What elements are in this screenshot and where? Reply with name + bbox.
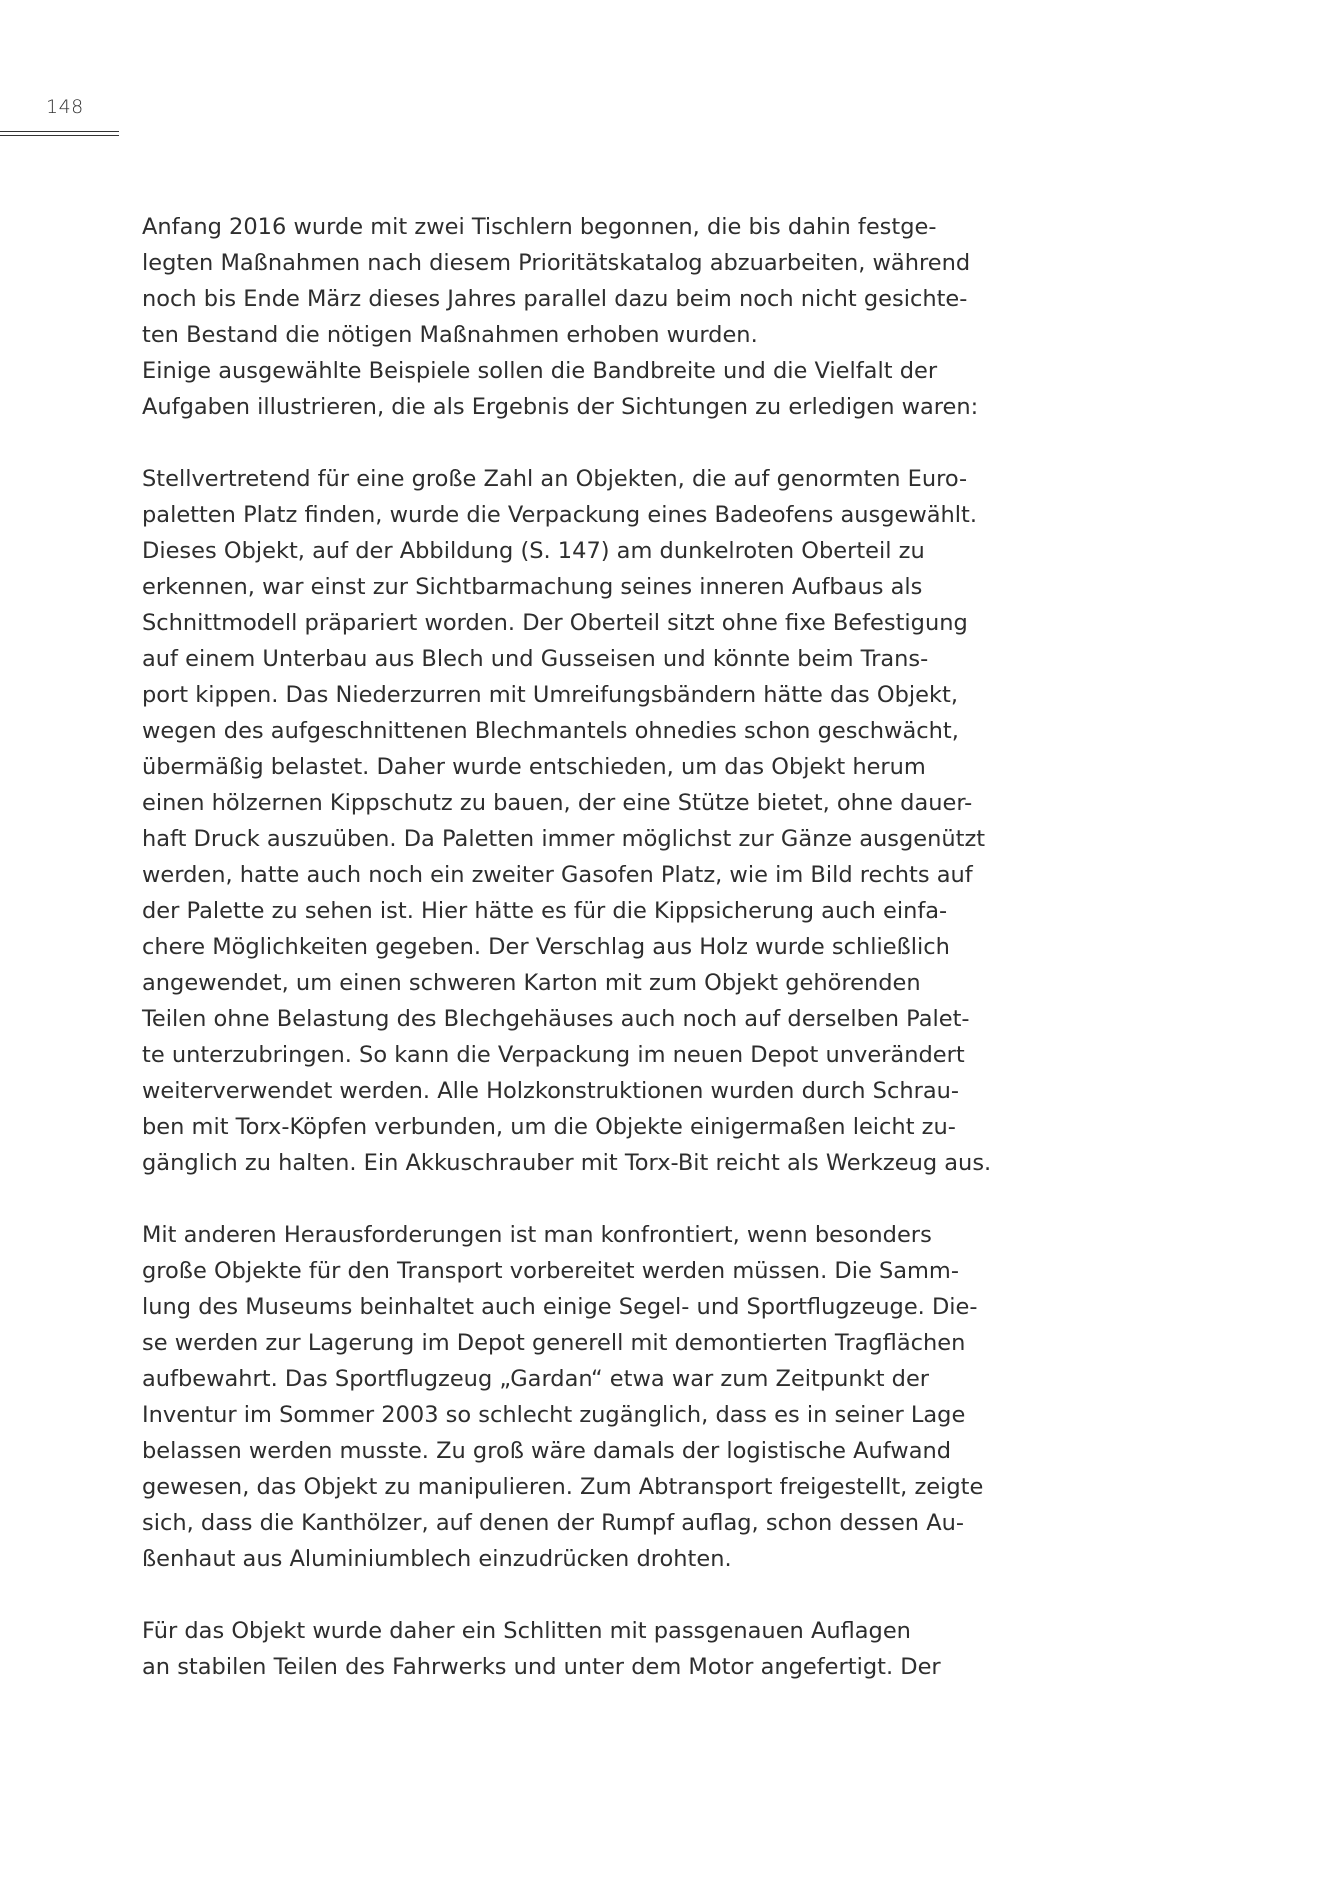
text-line: erkennen, war einst zur Sichtbarmachung seines inneren Aufbaus als [142,574,923,600]
text-line: Inventur im Sommer 2003 so schlecht zugänglich, dass es in seiner Lage [142,1402,966,1428]
text-line: Teilen ohne Belastung des Blechgehäuses auch noch auf derselben Palet- [142,1006,970,1032]
text-line: ßenhaut aus Aluminiumblech einzudrücken drohten. [142,1546,732,1572]
text-line: wegen des aufgeschnittenen Blechmantels ohnedies schon geschwächt, [142,718,959,744]
text-line: auf einem Unterbau aus Blech und Gusseisen und könnte beim Trans- [142,646,929,672]
text-line: ben mit Torx-Köpfen verbunden, um die Objekte einigermaßen leicht zu- [142,1114,956,1140]
text-line: legten Maßnahmen nach diesem Prioritätskatalog abzuarbeiten, während [142,250,971,276]
text-line: aufbewahrt. Das Sportflugzeug „Gardan“ etwa war zum Zeitpunkt der [142,1366,930,1392]
text-line: Anfang 2016 wurde mit zwei Tischlern begonnen, die bis dahin festge- [142,214,937,240]
text-line: port kippen. Das Niederzurren mit Umreifungsbändern hätte das Objekt, [142,682,959,708]
text-line: gewesen, das Objekt zu manipulieren. Zum Abtransport freigestellt, zeigte [142,1474,984,1500]
text-line: große Objekte für den Transport vorbereitet werden müssen. Die Samm- [142,1258,959,1284]
text-line: chere Möglichkeiten gegeben. Der Verschlag aus Holz wurde schließlich [142,934,950,960]
page-number: 148 [46,96,84,118]
paragraph-gap [142,1577,1142,1613]
text-line: belassen werden musste. Zu groß wäre damals der logistische Aufwand [142,1438,952,1464]
text-line: werden, hatte auch noch ein zweiter Gasofen Platz, wie im Bild rechts auf [142,862,973,888]
text-line: haft Druck auszuüben. Da Paletten immer möglichst zur Gänze ausgenützt [142,826,986,852]
text-line: te unterzubringen. So kann die Verpackung im neuen Depot unverändert [142,1042,965,1068]
text-line: lung des Museums beinhaltet auch einige Segel- und Sportflugzeuge. Die- [142,1294,978,1320]
text-line: an stabilen Teilen des Fahrwerks und unter dem Motor angefertigt. Der [142,1654,941,1680]
text-line: Stellvertretend für eine große Zahl an Objekten, die auf genormten Euro- [142,466,968,492]
text-line: ten Bestand die nötigen Maßnahmen erhoben wurden. [142,322,758,348]
text-line: Mit anderen Herausforderungen ist man konfrontiert, wenn besonders [142,1222,932,1248]
text-line: Schnittmodell präpariert worden. Der Oberteil sitzt ohne fixe Befestigung [142,610,968,636]
text-line: Dieses Objekt, auf der Abbildung (S. 147) am dunkelroten Oberteil zu [142,538,925,564]
paragraph [142,1217,1142,1577]
text-line: Für das Objekt wurde daher ein Schlitten mit passgenauen Auflagen [142,1618,911,1644]
header-rule [0,131,119,132]
header-rule-secondary [0,135,119,136]
text-line: übermäßig belastet. Daher wurde entschieden, um das Objekt herum [142,754,926,780]
text-line: weiterverwendet werden. Alle Holzkonstruktionen wurden durch Schrau- [142,1078,960,1104]
text-line: sich, dass die Kanthölzer, auf denen der Rumpf auflag, schon dessen Au- [142,1510,964,1536]
paragraph [142,1613,1142,1685]
text-line: se werden zur Lagerung im Depot generell mit demontierten Tragflächen [142,1330,966,1356]
paragraph [142,209,1142,425]
body-text [142,209,1142,1685]
text-line: noch bis Ende März dieses Jahres parallel dazu beim noch nicht gesichte- [142,286,968,312]
text-line: gänglich zu halten. Ein Akkuschrauber mit Torx-Bit reicht als Werkzeug aus. [142,1150,992,1176]
text-line: der Palette zu sehen ist. Hier hätte es für die Kippsicherung auch einfa- [142,898,948,924]
text-line: Aufgaben illustrieren, die als Ergebnis der Sichtungen zu erledigen waren: [142,394,979,420]
text-line: Einige ausgewählte Beispiele sollen die Bandbreite und die Vielfalt der [142,358,938,384]
paragraph-gap [142,1181,1142,1217]
paragraph [142,461,1142,1181]
text-line: angewendet, um einen schweren Karton mit zum Objekt gehörenden [142,970,921,996]
paragraph-gap [142,425,1142,461]
text-line: paletten Platz finden, wurde die Verpackung eines Badeofens ausgewählt. [142,502,978,528]
text-line: einen hölzernen Kippschutz zu bauen, der eine Stütze bietet, ohne dauer- [142,790,973,816]
